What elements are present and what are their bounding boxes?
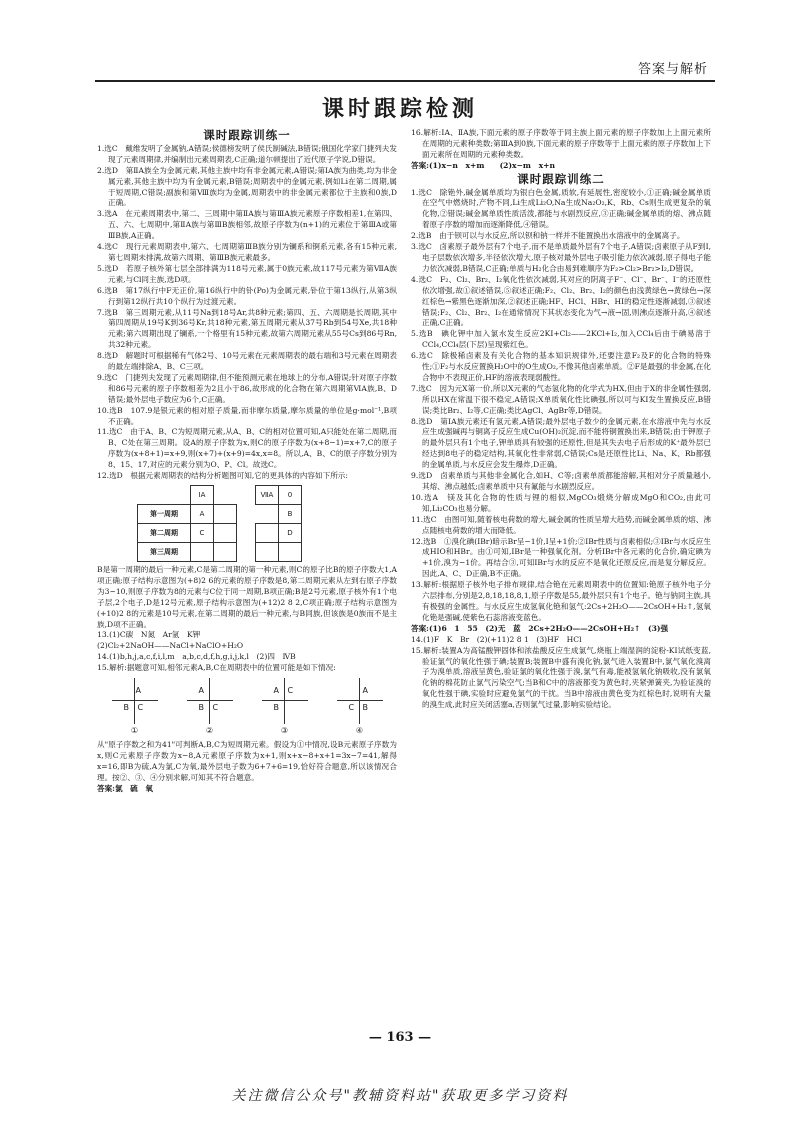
item: 11.选C 由于A、B、C为短周期元素,从A、B、C的相对位置可知,A只能处在第二周期,而B、C处在第三周期。设A的原子序数为x,则C的原子序数为(x+8−1)=x+7,C的原子序数为(x+8+1)=x+9,则(x+7)+(x+9)=4x,x=8。所以,A、B、C的原子序数分别为8、15、17,对应的元素分别为O、P、Cl。故选C。 (97, 427, 397, 470)
item: 9.选D 卤素单质与其他非金属化合,如H、C等;卤素单质都能溶解,其相对分子质量越小,其熔、沸点越低;卤素单质中只有氟能与水剧烈反应。 (411, 471, 711, 491)
period-label: 第三周期 (138, 543, 191, 562)
cell-a: A (191, 505, 214, 524)
period-label: 第一周期 (138, 505, 191, 524)
cell-b: B (279, 505, 302, 524)
diagram-2: A B C (187, 678, 233, 724)
item: (2)Cl₂+2NaOH——NaCl+NaClO+H₂O (97, 641, 244, 651)
footer-note: 关注微信公众号"教辅资料站"获取更多学习资料 (231, 1088, 569, 1104)
item: 5.选D 若原子核外第七层全部排满为118号元素,属于0族元素,故117号元素为第ⅦA族元素,与Cl同主族,选D项。 (97, 263, 397, 284)
group-label: ⅦA (256, 486, 279, 505)
diagram-4: A B C (337, 678, 383, 724)
item: 14.(1)F K Br (2)(+11)2 8 1 (3)HF HCl (411, 634, 582, 644)
group-label: ⅠA (191, 486, 214, 505)
item: 6.选C 除极稀卤素及有关化合物的基本知识规律外,还要注意F₂及F的化合物的特殊性;①F₂与水反应置换H₂O中的O生成O₂,不像其他卤素单质。②F是最强的非金属,在化合物中不表现正价,HF的溶液表现弱酸性。 (411, 351, 711, 382)
diagram-labels (97, 726, 397, 737)
item: 10.选B 107.9是银元素的相对原子质量,而非摩尔质量,摩尔质量的单位是g·mol⁻¹,B项不正确。 (97, 405, 397, 426)
item: 1.选C 戴维发明了金属钠,A错误;侯德榜发明了侯氏制碱法,B错误;俄国化学家门捷列夫发现了元素周期律,并编制出元素周期表,C正确;道尔顿提出了近代原子学说,D错误。 (97, 143, 397, 164)
item: 2.选D 第ⅡA族全为金属元素,其他主族中均有非金属元素,A错误;第ⅠA族为曲类,均为非金属元素,其他主族中均为有金属元素,B错误;周期表中的金属元素,例如Li在第二周期,属于短周期,C错误;副族和第Ⅷ族均为金属,周期表中的非金属元素都位于主族和0族,D正确。 (97, 165, 397, 208)
header-rule (95, 80, 715, 82)
item: 7.选B 第三周期元素,从11号Na到18号Ar,共8种元素;第四、五、六周期是长周期,其中第四周期从19号K到36号Kr,共18种元素,第五周期元素从37号Rb到54号Xe,共18种元素;第六周期出现了镧系,一个格里有15种元素,故第六周期元素从55号Cs到86号Rn,共32种元素。 (97, 307, 397, 350)
diagram-3: A C B (262, 678, 308, 724)
item: 12.选B ①溴化碘(IBr)暗示Br呈−1价,I呈+1价;②IBr性质与卤素相似;③IBr与水反应生成HIO和HBr。由①可知,IBr是一种强氧化剂。分析IBr中各元素的化合价,确定碘为+1价,溴为−1价。再结合③,可知IBr与水的反应不是氧化还原反应,而是复分解反应。因此,A、C、D正确,B不正确。 (411, 536, 711, 579)
diagram-label: ④ (355, 726, 364, 736)
answer: 答案:(1)6 1 55 (2)无 蓝 2Cs+2H₂O——2CsOH+H₂↑ (3)强 (411, 623, 669, 633)
item: 4.选C 现行元素周期表中,第六、七周期第ⅢB族分别为镧系和锕系元素,各有15种元素,第七周期未排满,故第六周期、第ⅢB族元素最多。 (97, 242, 397, 262)
item: 15.解析:装置A为高锰酸钾固体和浓盐酸反应生成氯气,烧瓶上端湿润的淀粉-KI试纸变蓝,验证氯气的氧化性强于碘;装置B;装置B中盛有溴化钠,氯气进入装置B中,氯气氧化溴离子为溴单质,溶液呈黄色,验证氯的氧化性强于溴,氯气有毒,能被氢氧化钠吸收,没有氯氧化钠的棉花防止氯气污染空气;当B和C中的溶液都变为黄色时,夹紧弹簧夹,为验证溴的氧化性强于碘,实验时应避免氯气的干扰。当B中溶液由黄色变为红棕色时,说明有大量的溴生成,此时应关闭活塞a,否则氯气过量,影响实验结论。 (411, 645, 711, 710)
left-column (97, 128, 397, 795)
item: 7.选C 因为元X第一价,所以X元素的气态氢化物的化学式为HX,但由于X的非金属性强弱,所以HX在常温下很不稳定,A错误;X单质氧化性比碘强,所以可与KI发生置换反应,B错误;类比Br₂、I₂等,C正确;类比AgCl、AgBr等,D错误。 (411, 383, 711, 415)
item: 6.选B 第17纵行中F无正价,第16纵行中的钋(Po)为金属元素,钋位于第13纵行,从第3纵行到第12纵行共10个纵行为过渡元素。 (97, 285, 397, 306)
item: 2.选B 由于钡可以与水反应,所以钡和钠一样并不能置换出水溶液中的金属离子。 (411, 231, 685, 241)
item: 4.选C F₂、Cl₂、Br₂、I₂氧化性依次减弱,其对应的阴离子F⁻、Cl⁻、Br⁻、I⁻的还原性依次增强,故①叙述错误,⑤叙述正确;F₂、Cl₂、Br₂、I₂的颜色由浅黄绿色→黄绿色→深红棕色→紫黑色逐渐加深,②叙述正确;HF、HCl、HBr、HI的稳定性逐渐减弱,③叙述错误;F₂、Cl₂、Br₂、I₂在通常情况下其状态变化为气→液→固,则沸点逐渐升高,④叙述正确,C正确。 (411, 274, 711, 328)
cell-c: C (191, 524, 214, 543)
item: 13.解析:根据原子核外电子排布规律,结合铯在元素周期表中的位置知:铯原子核外电子分六层排布,分别是2,8,18,18,8,1,原子序数是55,最外层只有1个电子。铯与钠同主族,具有极强的金属性。与水反应生成氢氧化铯和氢气:2Cs+2H₂O——2CsOH+H₂↑,氢氧化铯是强碱,使紫色石蕊溶液变蓝色。 (411, 580, 711, 622)
diagram-label: ② (205, 726, 214, 736)
periodic-table-left (137, 485, 237, 562)
periodic-table-figure (137, 485, 397, 562)
right-column (411, 128, 711, 711)
diagram-label: ③ (280, 726, 289, 736)
item: 从"原子序数之和为41"可判断A,B,C为短周期元素。假设为①中情况,设B元素原子序数为x,则C元素原子序数为x−8,A元素原子序数为x+1,则x+x−8+x+1=3x−7=41,解得x=16,即B为硫,A为氯,C为氧,最外层电子数为6+7+6=19,恰好符合题意,所以该情况合理。按②、③、④分别求解,可知其不符合题意。 (97, 739, 397, 782)
item: 8.选D 第ⅠA族元素还有氢元素,A错误;最外层电子数少的金属元素,在水溶液中先与水反应生成强碱再与铜离子反应生成Cu(OH)₂沉淀,而不能将铜置换出来,B错误;由于钾原子的最外层只有1个电子,钾单质具有较强的还原性,但是其失去电子后形成的K⁺最外层已经达到8电子的稳定结构,其氧化性非常弱,C错误;Cs是还原性比Li、Na、K、Rb都强的金属单质,与水反应会发生爆炸,D正确。 (411, 416, 711, 470)
item: B是第一周期的最后一种元素,C是第二周期的第一种元素,则C的原子比B的原子序数大1,A项正确;原子结构示意图为(+8)2 6的元素的原子序数是8,第二周期元素从左到右原子序数为3~10,则原子序数为8的元素与C位于同一周期,B项正确;B是2号元素,原子核外有1个电子层,2个电子,D是12号元素,原子结构示意图为(+12)2 8 2,C项正确;原子结构示意图为(+10)2 8的元素是10号元素,在第二周期的最后一种元素,与B同族,但该族是0族而不是主族,D项不正确。 (97, 565, 397, 629)
cell-d: D (279, 524, 302, 543)
item: 8.选D 解题时可根据稀有气体2号、10号元素在元素周期表的最右端和3号元素在周期表的最左端排除A、B、C三项。 (97, 351, 397, 372)
item: 1.选C 除铯外,碱金属单质均为银白色金属,质软,有延展性,密度较小,①正确;碱金属单质在空气中燃烧时,产物不同,Li生成Li₂O,Na生成Na₂O₂,K、Rb、Cs则生成更复杂的氧化物,②错误;碱金属单质性质活泼,都能与水剧烈反应,③正确;碱金属单质的熔、沸点随着原子序数的增加而逐渐降低,④错误。 (411, 187, 711, 230)
position-diagrams (97, 678, 397, 724)
section-heading-2: 课时跟踪训练二 (517, 171, 605, 186)
item: 3.选A 在元素周期表中,第二、三周期中第ⅡA族与第ⅢA族元素原子序数相差1,在第四、五、六、七周期中,第ⅡA族与第ⅢB族相邻,故原子序数为(n+1)的元素位于第ⅢA或第ⅢB族,A正确。 (97, 209, 397, 241)
periodic-table-right (255, 485, 302, 562)
item: 16.解析:ⅠA、ⅡA族,下面元素的原子序数等于同主族上面元素的原子序数加上上面元素所在周期的元素种类数;第ⅢA到0族,下面元素的原子序数等于上面元素的原子序数加上下面元素所在周期的元素种类数。 (411, 128, 711, 159)
item: 12.选D 根据元素周期表的结构分析题图可知,它的更具体的内容如下所示: (97, 471, 348, 481)
item: 11.选C 由图可知,随着核电荷数的增大,碱金属的性质呈增大趋势,而碱金属单质的熔、沸点随核电荷数的增大而降低。 (411, 514, 711, 535)
item: 9.选C 门捷列夫发现了元素周期律,但不能预测元素在地球上的分布,A错误;针对原子序数和86号元素的原子序数相差为2且小于86,故形成的化合物在第六周期第ⅥA族,B、D错误;最外层电子数应为6个,C正确。 (97, 372, 397, 404)
answer: 答案:(1)x−n x+m (2)x−m x+n (411, 160, 555, 170)
item: 15.解析:据题意可知,相邻元素A,B,C在周期表中的位置可能是如下情况: (97, 663, 336, 673)
diagram-1: A B C (112, 678, 158, 724)
period-label: 第二周期 (138, 524, 191, 543)
item: 3.选C 卤素原子最外层有7个电子,而不是单质最外层有7个电子,A错误;卤素原子从F到I,电子层数依次增多,半径依次增大,原子核对最外层电子吸引能力依次减弱,原子得电子能力依次减弱,B错误,C正确;单质与H₂化合由易到难顺序为F₂>Cl₂>Br₂>I₂,D错误。 (411, 242, 711, 273)
header-title: 答案与解析 (637, 62, 708, 77)
group-label: 0 (279, 486, 302, 505)
section-heading-1: 课时跟踪训练一 (203, 128, 291, 142)
page-title: 课时跟踪检测 (321, 97, 478, 122)
item: 14.(1)b,h,j,a,c,f,i,l,m a,b,c,d,f,h,g,i,j,k,l (2)四 ⅣB (97, 652, 296, 662)
item: 13.(1)C碳 N氮 Ar氩 K钾 (97, 630, 201, 640)
page-number: — 163 — (368, 1030, 432, 1045)
answer: 答案:氯 硫 氧 (97, 783, 153, 793)
diagram-label: ① (130, 726, 139, 736)
item: 5.选B 碘化钾中加入氯水发生反应2KI+Cl₂——2KCl+I₂,加入CCl₄后由于碘易溶于CCl₄,CCl₄层(下层)呈现紫红色。 (411, 329, 711, 350)
item: 10.选A 镁及其化合物的性质与锂的相似,MgCO₃煅烧分解成MgO和CO₂,由此可知,Li₂CO₃也易分解。 (411, 492, 711, 513)
